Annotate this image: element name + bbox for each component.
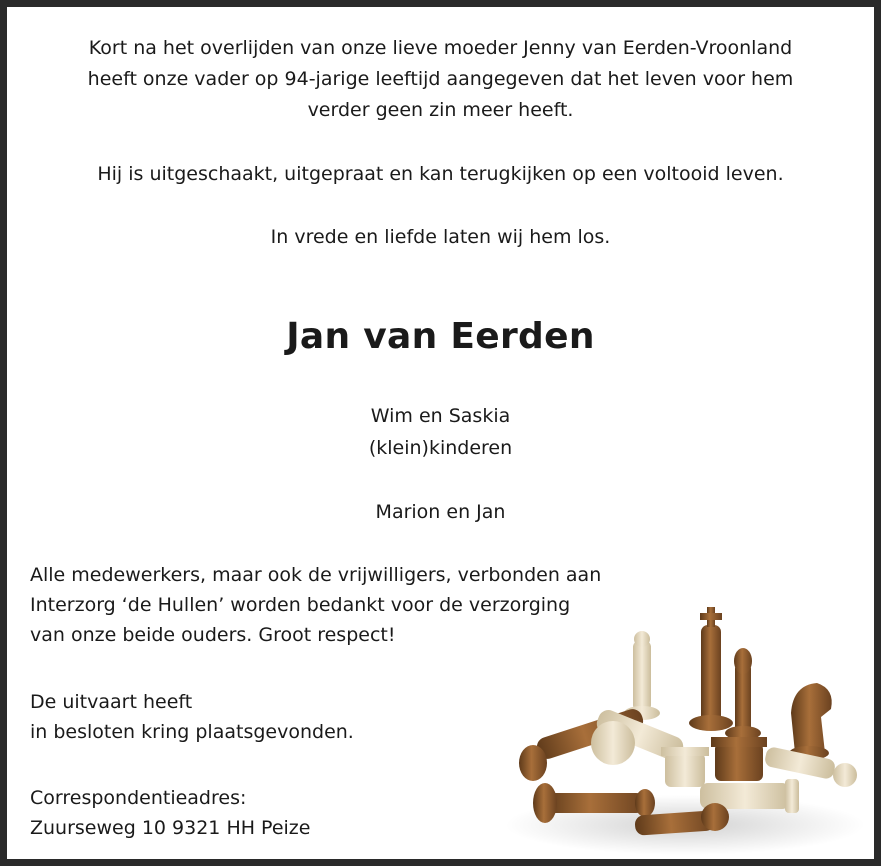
family-line: (klein)kinderen bbox=[368, 437, 513, 459]
light-rook-piece bbox=[661, 747, 709, 787]
address-value: Zuurseweg 10 9321 HH Peize bbox=[30, 817, 311, 839]
thanks-line: van onze beide ouders. Groot respect! bbox=[30, 624, 396, 646]
thanks-line: Interzorg ‘de Hullen’ worden bedankt voor de verzorging bbox=[30, 594, 571, 616]
correspondence-address bbox=[30, 783, 310, 843]
funeral-line: in besloten kring plaatsgevonden. bbox=[30, 721, 354, 743]
intro-line: verder geen zin meer heeft. bbox=[307, 99, 574, 121]
intro-paragraph bbox=[7, 33, 874, 126]
address-label: Correspondentieadres: bbox=[30, 787, 247, 809]
family-group bbox=[7, 400, 874, 464]
thanks-line: Alle medewerkers, maar ook de vrijwilligers, verbonden aan bbox=[30, 564, 602, 586]
light-queen-piece bbox=[624, 631, 660, 720]
chess-pieces-image bbox=[495, 603, 867, 859]
dark-knight-piece bbox=[789, 683, 832, 760]
family-line: Marion en Jan bbox=[375, 501, 506, 523]
dark-king-piece bbox=[689, 607, 733, 731]
funeral-paragraph bbox=[30, 687, 354, 747]
farewell-text: In vrede en liefde laten wij hem los. bbox=[270, 226, 611, 248]
funeral-line: De uitvaart heeft bbox=[30, 691, 193, 713]
family-line: Wim en Saskia bbox=[370, 405, 511, 427]
deceased-name: Jan van Eerden bbox=[286, 316, 595, 357]
intro-line: heeft onze vader op 94-jarige leeftijd aangegeven dat het leven voor hem bbox=[87, 68, 794, 90]
statement-text: Hij is uitgeschaakt, uitgepraat en kan terugkijken op een voltooid leven. bbox=[97, 163, 784, 185]
intro-line: Kort na het overlijden van onze lieve moeder Jenny van Eerden-Vroonland bbox=[88, 37, 793, 59]
dark-rook-piece bbox=[711, 737, 767, 781]
